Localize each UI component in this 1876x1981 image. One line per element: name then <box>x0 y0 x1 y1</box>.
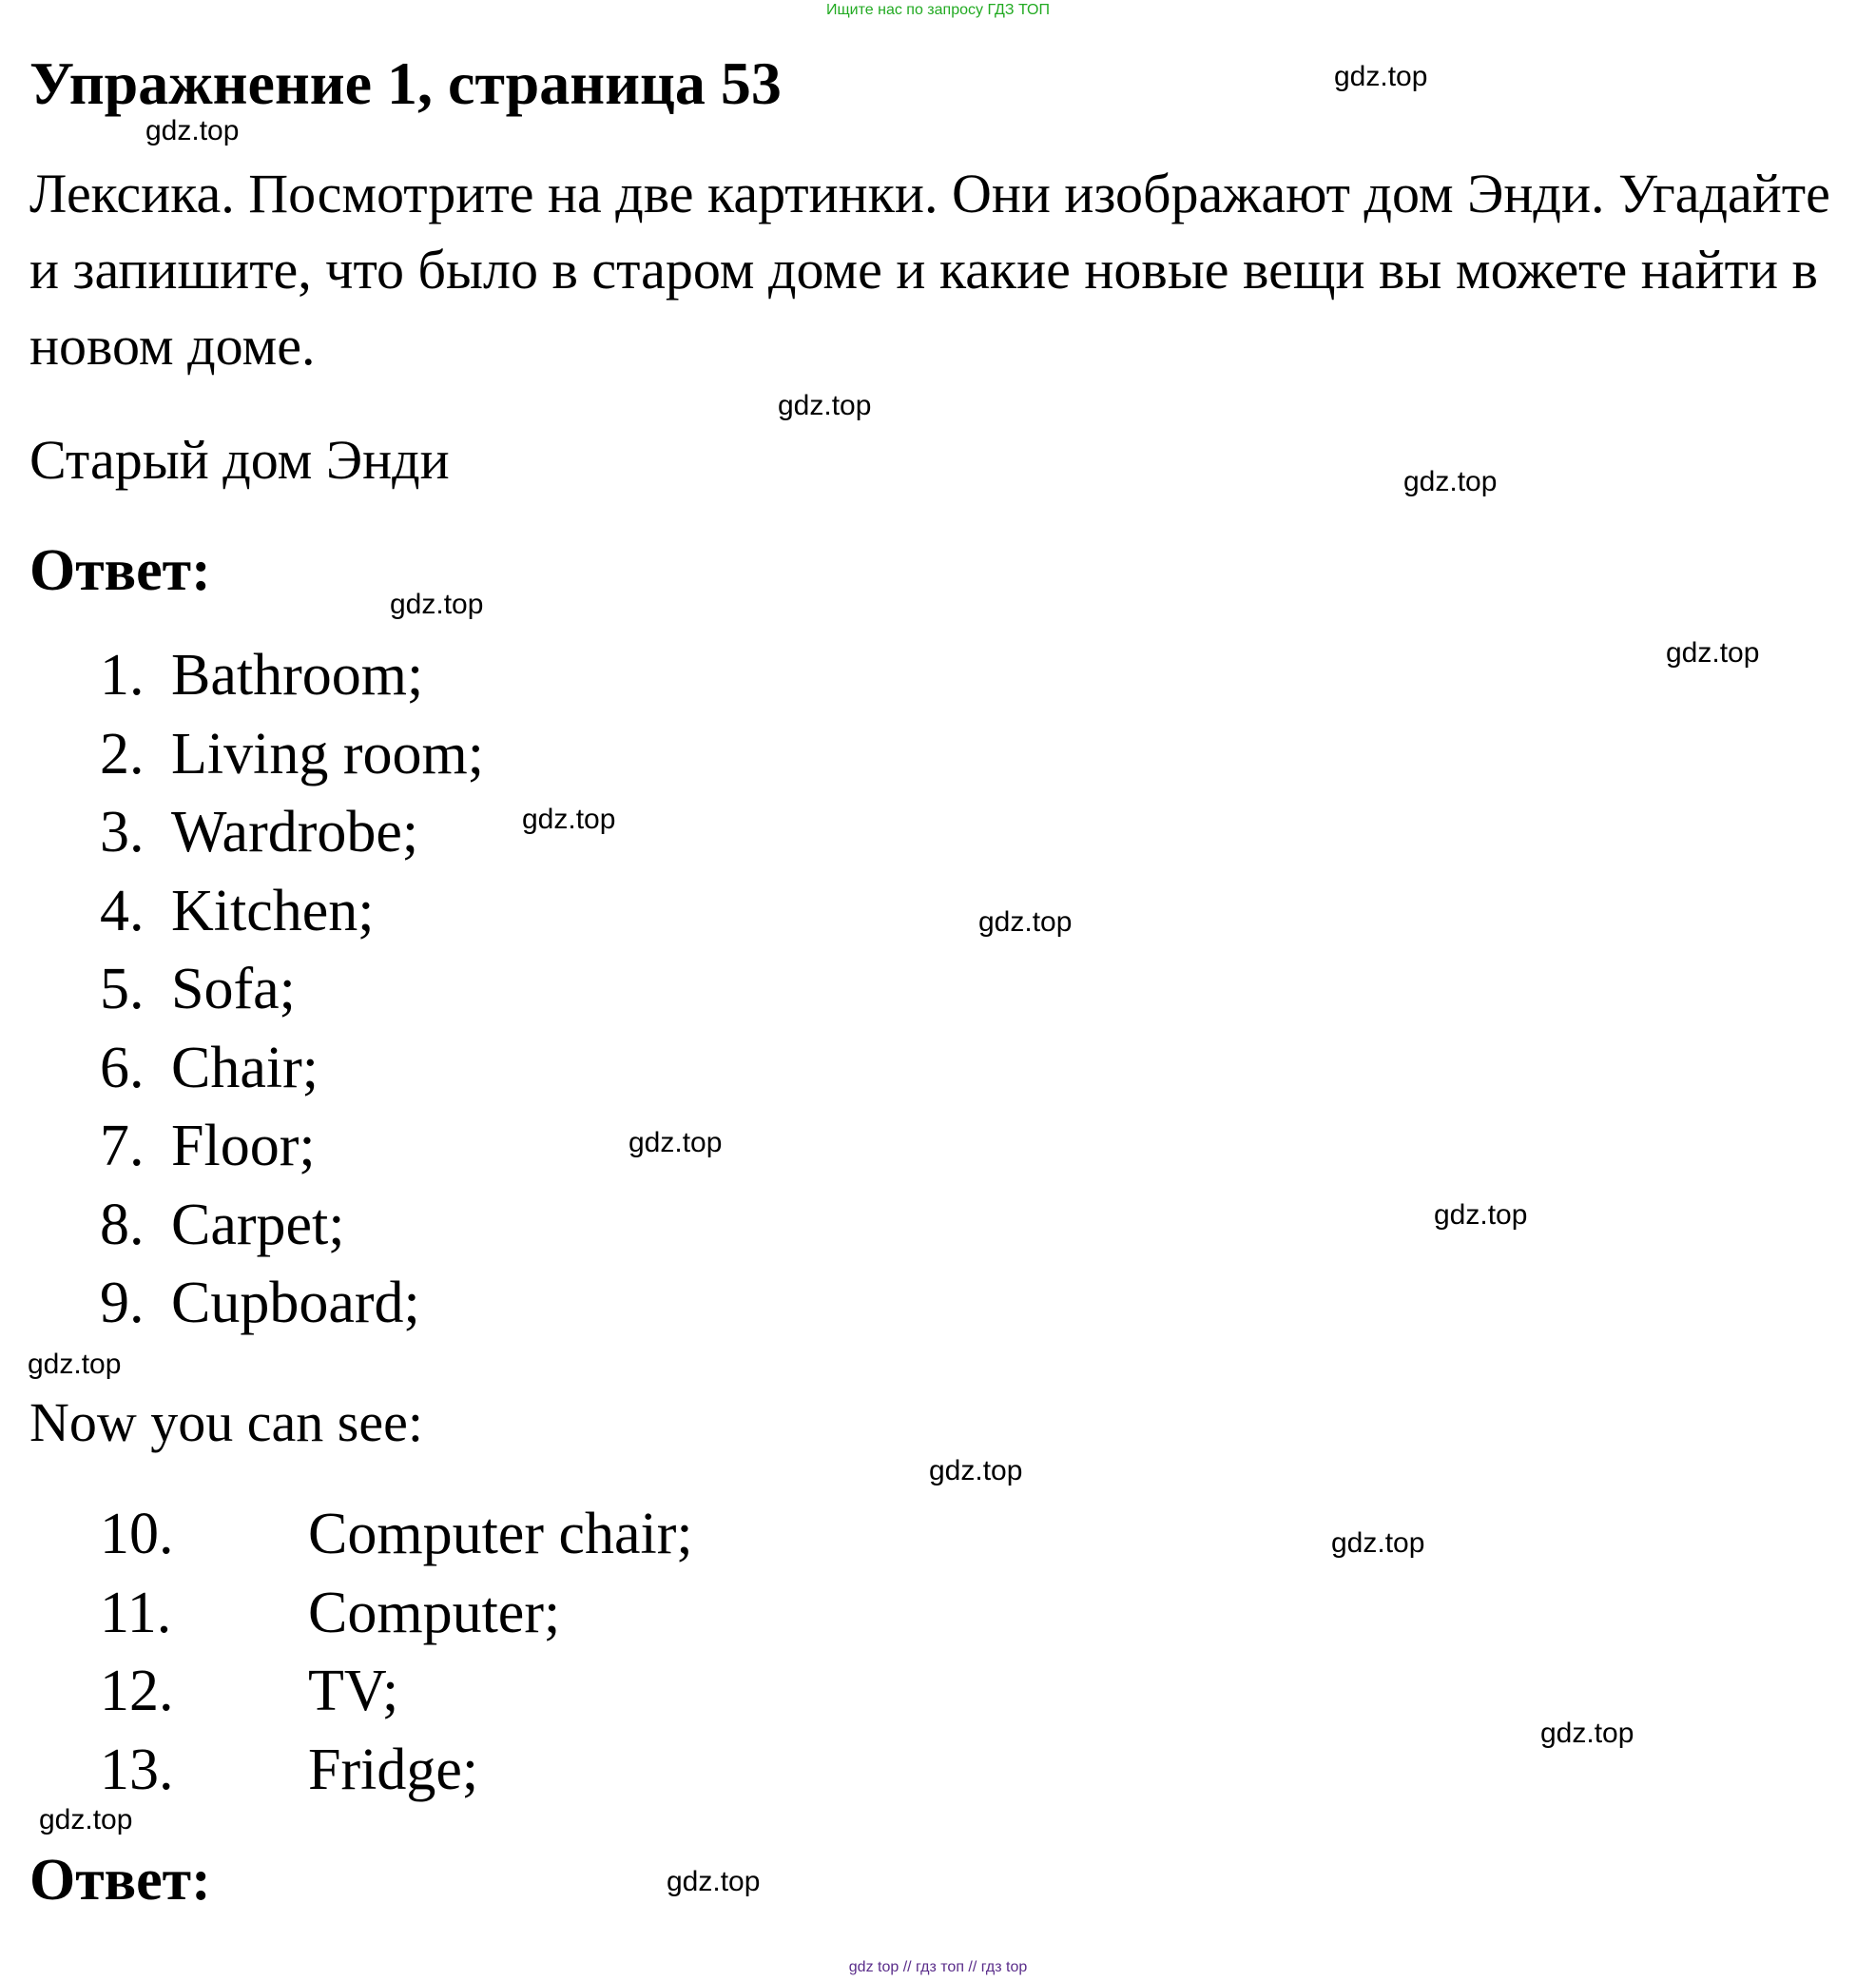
watermark: gdz.top <box>28 1349 122 1380</box>
item-number: 8. <box>100 1192 145 1257</box>
item-text: Wardrobe; <box>171 800 419 864</box>
item-text: Kitchen; <box>171 878 375 943</box>
item-text: Fridge; <box>308 1737 479 1802</box>
item-text: Chair; <box>171 1035 319 1100</box>
item-number: 10. <box>100 1502 174 1566</box>
item-text: Bathroom; <box>171 643 424 708</box>
watermark: gdz.top <box>778 390 872 421</box>
watermark: gdz.top <box>1540 1718 1634 1749</box>
item-number: 6. <box>100 1035 145 1100</box>
item-number: 9. <box>100 1271 145 1335</box>
old-house-heading: Старый дом Энди <box>29 429 450 491</box>
item-text: Computer; <box>308 1580 561 1645</box>
item-text: Living room; <box>171 721 484 787</box>
watermark: gdz.top <box>522 804 616 835</box>
watermark: gdz.top <box>929 1455 1023 1486</box>
watermark: gdz.top <box>39 1804 133 1835</box>
watermark: gdz.top <box>978 906 1073 938</box>
footer-links[interactable]: gdz top // гдз топ // гдз top <box>848 1959 1028 1975</box>
watermark: gdz.top <box>1403 466 1498 497</box>
now-you-can-see-heading: Now you can see: <box>29 1391 423 1453</box>
item-number: 1. <box>100 643 145 708</box>
item-text: Floor; <box>171 1114 316 1178</box>
answer-label: Ответ: <box>29 538 211 603</box>
item-number: 2. <box>100 721 145 787</box>
answer-label-2: Ответ: <box>29 1848 211 1913</box>
watermark: gdz.top <box>629 1127 723 1158</box>
top-banner[interactable]: Ищите нас по запросу ГДЗ ТОП <box>826 2 1050 18</box>
item-text: Sofa; <box>171 957 296 1021</box>
item-number: 13. <box>100 1737 174 1802</box>
item-text: TV; <box>308 1659 399 1723</box>
item-number: 5. <box>100 957 145 1021</box>
item-text: Computer chair; <box>308 1502 693 1566</box>
watermark: gdz.top <box>667 1866 761 1897</box>
task-instructions: Лексика. Посмотрите на две картинки. Они изображают дом Энди. Угадайте и запишите, что было в старом доме и какие новые вещи вы можете найти в новом доме. <box>29 163 1830 377</box>
watermark: gdz.top <box>1434 1199 1528 1231</box>
item-number: 4. <box>100 878 145 943</box>
item-number: 12. <box>100 1659 174 1723</box>
watermark: gdz.top <box>1331 1527 1425 1559</box>
page-title: Упражнение 1, страница 53 <box>29 49 782 117</box>
item-text: Carpet; <box>171 1192 345 1257</box>
watermark: gdz.top <box>1666 637 1760 669</box>
item-number: 11. <box>100 1580 172 1645</box>
watermark: gdz.top <box>1334 61 1428 92</box>
item-text: Cupboard; <box>171 1271 420 1335</box>
watermark: gdz.top <box>390 589 484 620</box>
item-number: 7. <box>100 1114 145 1178</box>
watermark: gdz.top <box>145 115 240 146</box>
item-number: 3. <box>100 800 145 864</box>
